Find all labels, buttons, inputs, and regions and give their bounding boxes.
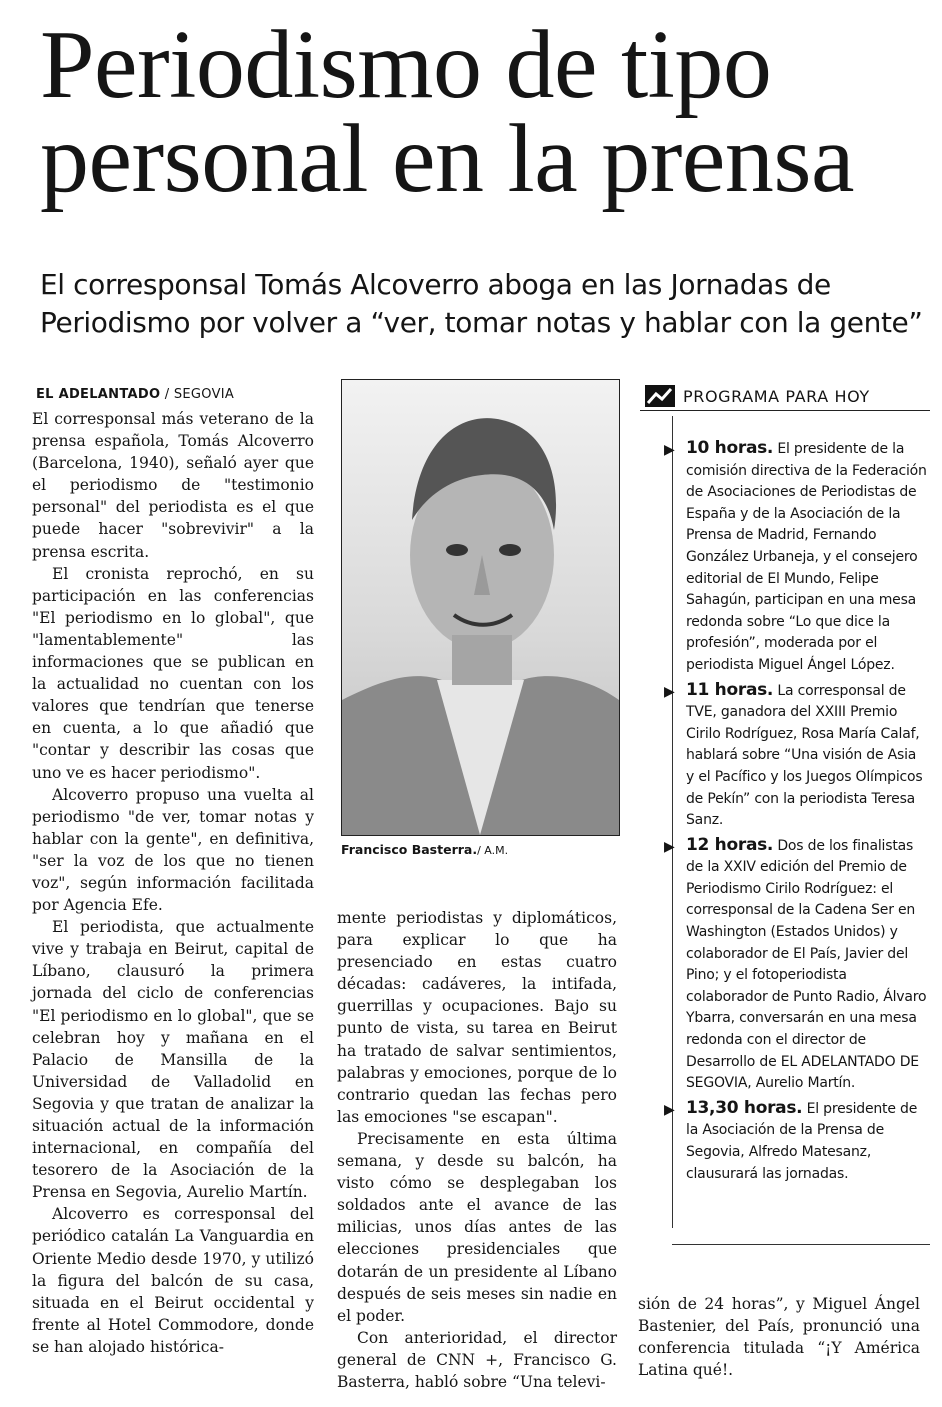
headline: Periodismo de tipo personal en la prensa	[40, 11, 854, 213]
paragraph: Con anterioridad, el director general de CNN +, Francisco G. Basterra, habló sobre “Una televi-	[337, 1328, 617, 1391]
sidebar-title: PROGRAMA PARA HOY	[683, 387, 870, 406]
paragraph: Alcoverro es corresponsal del periódico catalán La Vanguardia en Oriente Medio desde 1970, y utilizó la figura del balcón de su casa, situada en el Beirut occidental y frente al Hotel Commodore, donde se han alojado histórica-	[32, 1205, 314, 1356]
caption-credit: / A.M.	[477, 844, 509, 857]
bullet-arrow-icon: ▶	[664, 683, 675, 700]
program-time: 12 horas.	[686, 834, 774, 855]
paragraph: Alcoverro propuso una vuelta al periodismo "de ver, tomar notas y hablar con la gente", en definitiva, "ser la voz de los que no tienen voz", según información facilitada por Agencia Efe.	[32, 785, 314, 915]
portrait-illustration	[342, 380, 619, 835]
caption-name: Francisco Basterra.	[341, 842, 478, 857]
paragraph: sión de 24 horas”, y Miguel Ángel Bastenier, del País, pronunció una conferencia titulada “¡Y América Latina qué!.	[638, 1295, 920, 1380]
subheadline: El corresponsal Tomás Alcoverro aboga en las Jornadas de Periodismo por volver a “ver, tomar notas y hablar con la gente”	[40, 268, 923, 339]
program-item	[664, 438, 928, 677]
paragraph: El periodista, que actualmente vive y trabaja en Beirut, capital de Líbano, clausuró la primera jornada del ciclo de conferencias "El periodismo en lo global", que se celebran hoy y mañana en el Palacio de Mansilla de la Universidad de Valladolid en Segovia y que tratan de analizar la situación actual de la información internacional, en compañía del tesorero de la Asociación de la Prensa en Segovia, Aurelio Martín.	[32, 918, 314, 1202]
program-time: 10 horas.	[686, 438, 774, 458]
program-time: 11 horas.	[686, 679, 774, 700]
program-text: Dos de los finalistas de la XXIV edición del Premio de Periodismo Cirilo Rodríguez: el corresponsal de la Cadena Ser en Washington (Estados Unidos) y colaborador de El País, Javier del Pino; y el fotoperiodista colaborador de Punto Radio, Álvaro Ybarra, conversarán en una mesa redonda con el director de Desarrollo de EL ADELANTADO DE SEGOVIA, Aurelio Martín.	[686, 837, 927, 1092]
paragraph: mente periodistas y diplomáticos, para explicar lo que ha presenciado en estas cuatro décadas: cadáveres, la intifada, guerrillas y ocupaciones. Bajo su punto de vista, su tarea en Beirut ha tratado de salvar sentimientos, palabras y emociones, porque de lo contrario quedan las fechas pero las emociones "se escapan".	[337, 909, 617, 1126]
program-text: El presidente de la Asociación de la Prensa de Segovia, Alfredo Matesanz, clausurará las jornadas.	[686, 1100, 918, 1182]
bullet-arrow-icon: ▶	[664, 838, 675, 855]
byline-location: SEGOVIA	[173, 387, 235, 402]
byline-separator: /	[160, 387, 174, 402]
article-column-2	[337, 907, 617, 1393]
program-text: El presidente de la comisión directiva de la Federación de Asociaciones de Periodistas de España y de la Asociación de la Prensa de Madrid, Fernando González Urbaneja, y el consejero editorial de El Mundo, Felipe Sahagún, participan en una mesa redonda sobre “Lo que dice la profesión”, moderada por el periodista Miguel Ángel López.	[686, 441, 927, 673]
sidebar-bottom-rule	[672, 1244, 930, 1245]
program-list	[664, 438, 928, 1188]
portrait-photo	[341, 379, 620, 836]
trend-arrow-icon	[645, 385, 675, 407]
bullet-arrow-icon: ▶	[664, 442, 675, 458]
byline-source: EL ADELANTADO	[36, 387, 161, 402]
byline	[36, 387, 326, 402]
paragraph: El cronista reprochó, en su participación en las conferencias "El periodismo en lo global", que "lamentablemente" las informaciones que se publican en la actualidad no cuentan con los valores que tendrían que tenerse en cuenta, a lo que añadió que "contar y describir las cosas que uno ve es hacer periodismo".	[32, 564, 314, 782]
program-time: 13,30 horas.	[686, 1097, 803, 1118]
sidebar-header	[640, 382, 930, 411]
bullet-arrow-icon: ▶	[664, 1101, 675, 1118]
article-column-3	[638, 1293, 920, 1381]
paragraph: Precisamente en esta última semana, y desde su balcón, ha visto cómo se desplegaban los soldados ante el avance de las milicias, unos días antes de las elecciones presidenciales que dotarán de un presidente al Líbano después de seis meses sin nadie en el poder.	[337, 1129, 617, 1325]
program-sidebar	[640, 382, 930, 1248]
program-item	[664, 679, 928, 832]
program-item	[664, 834, 928, 1095]
program-text: La corresponsal de TVE, ganadora del XXIII Premio Cirilo Rodríguez, Rosa María Calaf, hablará sobre “Una visión de Asia y el Pacífico y los Juegos Olímpicos de Pekín” con la periodista Teresa Sanz.	[686, 682, 923, 829]
paragraph: El corresponsal más veterano de la prensa española, Tomás Alcoverro (Barcelona, 1940), señaló ayer que el periodismo de "testimonio personal" del periodista es el que puede hacer "sobrevivir" a la prensa escrita.	[32, 410, 314, 561]
photo-caption	[341, 842, 618, 857]
program-item	[664, 1097, 928, 1185]
article-column-1	[32, 408, 314, 1358]
